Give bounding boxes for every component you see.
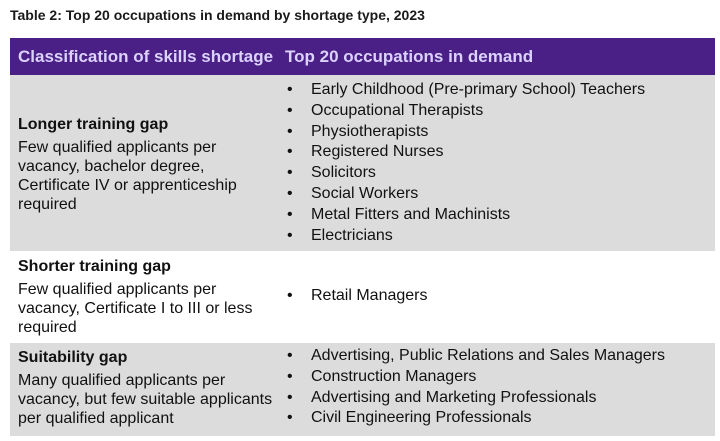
header-occupations: Top 20 occupations in demand — [285, 47, 534, 66]
occupation-item: • Occupational Therapists — [285, 101, 710, 122]
table-title: Table 2: Top 20 occupations in demand by shortage type, 2023 — [10, 7, 425, 23]
occupation-item: • Solicitors — [285, 163, 710, 184]
table-row-suitability-gap — [10, 343, 715, 436]
classification-description: Many qualified applicants per vacancy, but few suitable applicants per qualified applicant — [18, 372, 273, 427]
classification-name: Longer training gap — [18, 116, 169, 133]
occupation-item: • Advertising, Public Relations and Sales Managers — [285, 346, 710, 367]
occupation-item: • Electricians — [285, 226, 710, 247]
occupation-item: • Early Childhood (Pre-primary School) Teachers — [285, 80, 710, 101]
occupation-item: • Physiotherapists — [285, 122, 710, 143]
occupation-item: • Retail Managers — [285, 286, 710, 307]
occupation-item: • Civil Engineering Professionals — [285, 408, 710, 429]
table-row-shorter-training-gap — [10, 251, 715, 343]
occupation-list — [285, 346, 710, 429]
occupation-item: • Construction Managers — [285, 367, 710, 388]
occupation-item: • Advertising and Marketing Professionals — [285, 388, 710, 409]
classification-cell — [18, 257, 276, 337]
classification-cell — [18, 115, 276, 214]
classification-name: Shorter training gap — [18, 258, 171, 275]
occupation-item: • Social Workers — [285, 184, 710, 205]
table-row-longer-training-gap — [10, 75, 715, 251]
occupation-item: • Registered Nurses — [285, 142, 710, 163]
classification-description: Few qualified applicants per vacancy, bachelor degree, Certificate IV or apprenticeship required — [18, 139, 237, 213]
occupation-list — [285, 80, 710, 246]
occupation-list — [285, 286, 710, 307]
classification-description: Few qualified applicants per vacancy, Certificate I to III or less required — [18, 281, 253, 336]
classification-cell — [18, 348, 276, 428]
classification-name: Suitability gap — [18, 349, 128, 366]
occupations-table — [10, 38, 715, 436]
occupation-item: • Metal Fitters and Machinists — [285, 205, 710, 226]
header-classification: Classification of skills shortage — [18, 47, 274, 66]
table-header — [10, 38, 715, 75]
